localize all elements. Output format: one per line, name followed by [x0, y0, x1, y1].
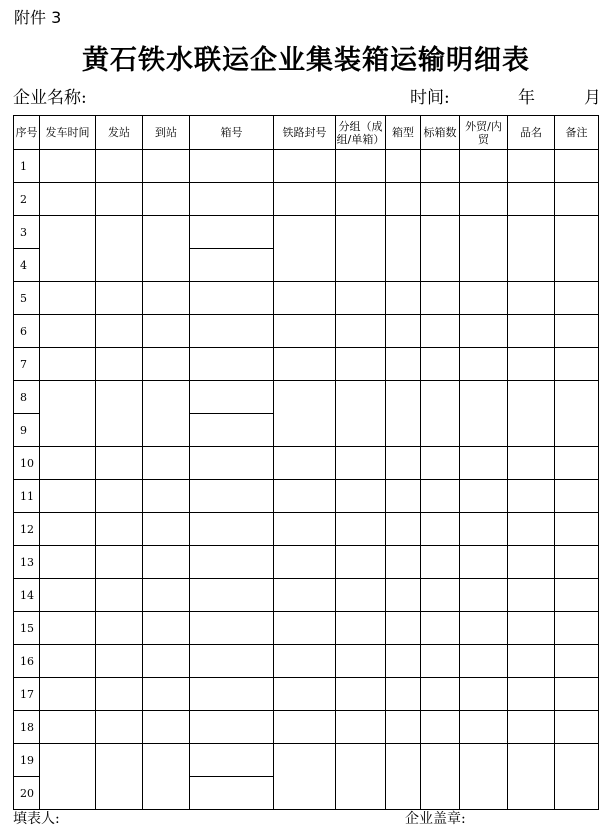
table-row — [14, 711, 599, 744]
table-cell — [96, 183, 143, 216]
table-cell — [460, 315, 508, 348]
table-cell — [555, 513, 599, 546]
row-number: 12 — [14, 513, 40, 546]
table-cell — [336, 183, 386, 216]
table-cell — [421, 579, 460, 612]
table-cell — [143, 447, 190, 480]
table-cell — [460, 678, 508, 711]
row-number: 14 — [14, 579, 40, 612]
table-cell — [40, 315, 96, 348]
header-depart-time: 发车时间 — [40, 116, 96, 150]
table-cell — [96, 480, 143, 513]
table-cell — [421, 678, 460, 711]
table-cell — [274, 711, 336, 744]
table-cell — [96, 216, 143, 282]
table-cell — [190, 480, 274, 513]
table-cell — [386, 183, 421, 216]
table-cell — [336, 744, 386, 810]
table-row — [14, 348, 599, 381]
table-cell — [190, 150, 274, 183]
table-cell — [336, 612, 386, 645]
row-number: 6 — [14, 315, 40, 348]
table-cell — [460, 612, 508, 645]
table-cell — [460, 711, 508, 744]
table-cell — [96, 150, 143, 183]
row-number: 2 — [14, 183, 40, 216]
table-cell — [460, 480, 508, 513]
table-row — [14, 447, 599, 480]
table-cell — [96, 645, 143, 678]
table-cell — [508, 711, 555, 744]
attachment-label: 附件 3 — [14, 8, 62, 27]
table-cell — [386, 150, 421, 183]
table-row — [14, 678, 599, 711]
row-number: 5 — [14, 282, 40, 315]
table-cell — [508, 216, 555, 282]
table-cell — [508, 546, 555, 579]
table-cell — [96, 513, 143, 546]
table-cell — [96, 579, 143, 612]
table-cell — [274, 381, 336, 447]
table-cell — [460, 546, 508, 579]
table-cell — [40, 678, 96, 711]
table-cell — [274, 546, 336, 579]
table-cell — [555, 546, 599, 579]
table-cell — [508, 612, 555, 645]
table-cell — [190, 744, 274, 777]
table-cell — [386, 744, 421, 810]
header-origin-station: 发站 — [96, 116, 143, 150]
header-remarks: 备注 — [555, 116, 599, 150]
table-cell — [555, 381, 599, 447]
table-row — [14, 150, 599, 183]
table-cell — [274, 447, 336, 480]
table-cell — [336, 645, 386, 678]
table-cell — [508, 381, 555, 447]
table-cell — [386, 645, 421, 678]
table-cell — [274, 216, 336, 282]
table-cell — [508, 150, 555, 183]
table-cell — [336, 150, 386, 183]
table-cell — [190, 216, 274, 249]
table-cell — [40, 447, 96, 480]
table-cell — [421, 744, 460, 810]
table-cell — [336, 348, 386, 381]
table-cell — [386, 678, 421, 711]
page-title: 黄石铁水联运企业集装箱运输明细表 — [82, 45, 530, 76]
table-cell — [508, 513, 555, 546]
table-cell — [555, 447, 599, 480]
table-cell — [508, 579, 555, 612]
table-cell — [386, 480, 421, 513]
table-cell — [190, 711, 274, 744]
table-cell — [143, 744, 190, 810]
table-cell — [96, 282, 143, 315]
table-cell — [336, 480, 386, 513]
table-cell — [96, 612, 143, 645]
table-cell — [555, 678, 599, 711]
table-cell — [40, 579, 96, 612]
table-cell — [421, 315, 460, 348]
row-number: 9 — [14, 414, 40, 447]
row-number: 16 — [14, 645, 40, 678]
table-cell — [190, 777, 274, 810]
table-cell — [421, 216, 460, 282]
enterprise-seal-label: 企业盖章: — [405, 811, 466, 827]
table-cell — [460, 282, 508, 315]
table-cell — [143, 381, 190, 447]
table-cell — [460, 513, 508, 546]
table-cell — [555, 216, 599, 282]
row-number: 20 — [14, 777, 40, 810]
table-cell — [508, 315, 555, 348]
table-cell — [190, 348, 274, 381]
table-cell — [190, 678, 274, 711]
table-cell — [143, 348, 190, 381]
table-row — [14, 183, 599, 216]
table-cell — [555, 612, 599, 645]
table-cell — [143, 282, 190, 315]
table-cell — [190, 447, 274, 480]
table-cell — [274, 744, 336, 810]
table-cell — [421, 645, 460, 678]
table-cell — [40, 744, 96, 810]
table-cell — [96, 315, 143, 348]
table-cell — [96, 678, 143, 711]
table-cell — [460, 381, 508, 447]
table-cell — [274, 282, 336, 315]
table-cell — [40, 480, 96, 513]
table-cell — [143, 711, 190, 744]
table-cell — [274, 678, 336, 711]
table-cell — [336, 381, 386, 447]
table-cell — [460, 744, 508, 810]
table-row — [14, 480, 599, 513]
table-cell — [386, 447, 421, 480]
table-cell — [386, 711, 421, 744]
table-cell — [40, 612, 96, 645]
table-row — [14, 579, 599, 612]
table-cell — [460, 447, 508, 480]
table-cell — [143, 183, 190, 216]
table-row — [14, 546, 599, 579]
table-cell — [555, 348, 599, 381]
table-cell — [40, 348, 96, 381]
table-cell — [274, 183, 336, 216]
table-row — [14, 612, 599, 645]
table-cell — [190, 315, 274, 348]
table-cell — [336, 579, 386, 612]
table-cell — [274, 315, 336, 348]
table-cell — [190, 282, 274, 315]
table-cell — [336, 315, 386, 348]
row-number: 13 — [14, 546, 40, 579]
table-cell — [555, 183, 599, 216]
table-cell — [274, 513, 336, 546]
table-cell — [555, 282, 599, 315]
table-cell — [40, 711, 96, 744]
table-cell — [143, 150, 190, 183]
table-cell — [190, 513, 274, 546]
table-cell — [555, 744, 599, 810]
table-cell — [274, 480, 336, 513]
table-cell — [96, 381, 143, 447]
table-cell — [336, 447, 386, 480]
table-cell — [96, 711, 143, 744]
header-container-no: 箱号 — [190, 116, 274, 150]
table-cell — [40, 150, 96, 183]
table-cell — [336, 546, 386, 579]
table-cell — [336, 513, 386, 546]
header-destination-station: 到站 — [143, 116, 190, 150]
table-cell — [386, 546, 421, 579]
table-cell — [386, 381, 421, 447]
table-cell — [143, 645, 190, 678]
row-number: 19 — [14, 744, 40, 777]
table-cell — [386, 216, 421, 282]
table-cell — [96, 348, 143, 381]
row-number: 11 — [14, 480, 40, 513]
enterprise-name-label: 企业名称: — [13, 88, 87, 108]
table-cell — [40, 183, 96, 216]
table-cell — [40, 216, 96, 282]
header-goods-name: 品名 — [508, 116, 555, 150]
table-cell — [460, 579, 508, 612]
table-cell — [143, 315, 190, 348]
table-cell — [460, 150, 508, 183]
container-detail-table — [13, 115, 599, 810]
table-cell — [96, 546, 143, 579]
row-number: 15 — [14, 612, 40, 645]
row-number: 7 — [14, 348, 40, 381]
table-cell — [508, 183, 555, 216]
table-cell — [421, 612, 460, 645]
table-cell — [96, 447, 143, 480]
table-cell — [508, 744, 555, 810]
table-cell — [421, 711, 460, 744]
table-cell — [274, 150, 336, 183]
table-row — [14, 645, 599, 678]
table-cell — [555, 150, 599, 183]
table-cell — [555, 579, 599, 612]
table-cell — [40, 381, 96, 447]
table-row — [14, 744, 599, 777]
table-cell — [190, 579, 274, 612]
table-cell — [421, 348, 460, 381]
table-cell — [274, 645, 336, 678]
table-cell — [190, 183, 274, 216]
table-cell — [421, 546, 460, 579]
table-cell — [460, 348, 508, 381]
table-cell — [508, 645, 555, 678]
table-cell — [190, 546, 274, 579]
row-number: 4 — [14, 249, 40, 282]
table-cell — [274, 612, 336, 645]
table-cell — [143, 612, 190, 645]
row-number: 17 — [14, 678, 40, 711]
row-number: 18 — [14, 711, 40, 744]
table-cell — [143, 546, 190, 579]
table-row — [14, 315, 599, 348]
table-cell — [274, 348, 336, 381]
table-cell — [460, 216, 508, 282]
header-container-type: 箱型 — [386, 116, 421, 150]
header-rail-seal: 铁路封号 — [274, 116, 336, 150]
table-cell — [508, 282, 555, 315]
table-cell — [508, 678, 555, 711]
table-cell — [336, 282, 386, 315]
table-cell — [508, 480, 555, 513]
table-cell — [274, 579, 336, 612]
table-cell — [421, 447, 460, 480]
table-cell — [555, 315, 599, 348]
filler-label: 填表人: — [13, 811, 60, 827]
table-cell — [143, 513, 190, 546]
table-row — [14, 381, 599, 414]
table-cell — [40, 546, 96, 579]
table-cell — [143, 579, 190, 612]
table-cell — [555, 711, 599, 744]
month-label: 月 — [584, 88, 601, 108]
header-teu: 标箱数 — [421, 116, 460, 150]
table-cell — [190, 414, 274, 447]
table-cell — [421, 150, 460, 183]
row-number: 1 — [14, 150, 40, 183]
header-grouping: 分组（成组/单箱） — [336, 116, 386, 150]
year-label: 年 — [518, 88, 535, 108]
table-cell — [190, 612, 274, 645]
table-cell — [460, 645, 508, 678]
table-cell — [421, 381, 460, 447]
table-row — [14, 282, 599, 315]
header-trade-type: 外贸/内贸 — [460, 116, 508, 150]
table-cell — [386, 282, 421, 315]
time-label: 时间: — [410, 88, 450, 108]
table-cell — [508, 447, 555, 480]
table-cell — [40, 282, 96, 315]
table-cell — [190, 645, 274, 678]
table-cell — [143, 480, 190, 513]
table-cell — [40, 645, 96, 678]
table-cell — [421, 480, 460, 513]
table-cell — [40, 513, 96, 546]
table-cell — [386, 315, 421, 348]
table-cell — [421, 513, 460, 546]
table-cell — [143, 678, 190, 711]
row-number: 10 — [14, 447, 40, 480]
table-cell — [143, 216, 190, 282]
table-row — [14, 216, 599, 249]
table-row — [14, 513, 599, 546]
row-number: 3 — [14, 216, 40, 249]
table-cell — [190, 249, 274, 282]
table-cell — [386, 348, 421, 381]
table-cell — [555, 645, 599, 678]
table-cell — [386, 612, 421, 645]
table-cell — [460, 183, 508, 216]
table-cell — [386, 579, 421, 612]
table-header-row — [14, 116, 599, 150]
table-cell — [386, 513, 421, 546]
table-cell — [190, 381, 274, 414]
table-cell — [421, 282, 460, 315]
table-cell — [336, 678, 386, 711]
table-cell — [508, 348, 555, 381]
table-cell — [336, 711, 386, 744]
table-cell — [336, 216, 386, 282]
row-number: 8 — [14, 381, 40, 414]
header-seq: 序号 — [14, 116, 40, 150]
table-cell — [421, 183, 460, 216]
table-cell — [96, 744, 143, 810]
table-cell — [555, 480, 599, 513]
